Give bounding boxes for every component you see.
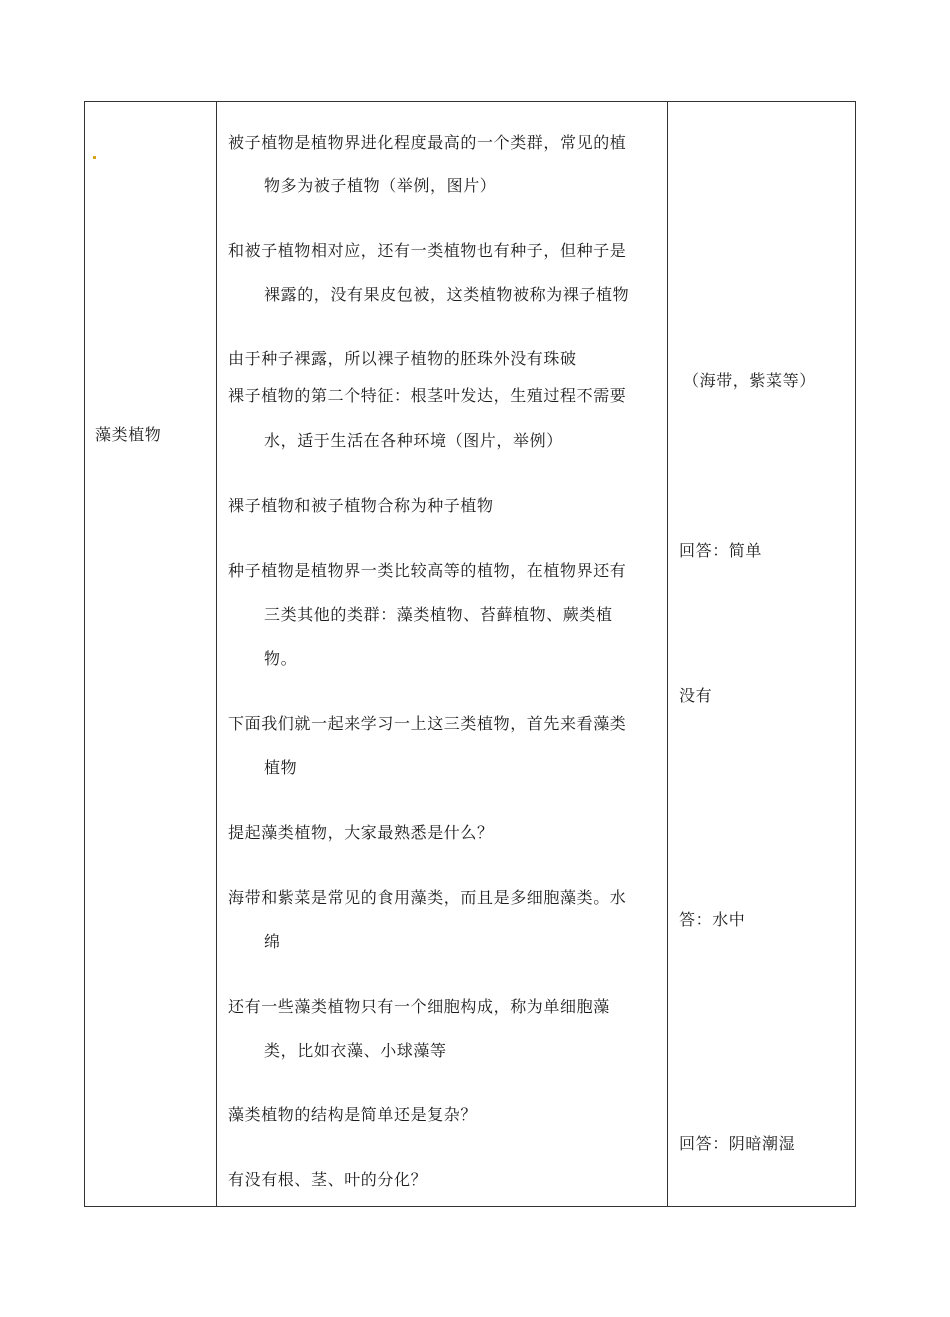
content-line: 裸露的，没有果皮包被，这类植物被称为裸子植物 [264, 285, 630, 304]
content-line: 和被子植物相对应，还有一类植物也有种子，但种子是 [228, 241, 627, 260]
content-line: 有没有根、茎、叶的分化？ [228, 1170, 428, 1189]
column-divider-1 [216, 102, 217, 1206]
content-line: 裸子植物的第二个特征：根茎叶发达，生殖过程不需要 [228, 386, 627, 405]
content-line: 绵 [264, 932, 281, 951]
content-line: 下面我们就一起来学习一上这三类植物，首先来看藻类 [228, 714, 627, 733]
content-line: 物多为被子植物（举例，图片） [264, 176, 497, 195]
content-line: 水，适于生活在各种环境（图片，举例） [264, 431, 563, 450]
lesson-table [84, 101, 856, 1207]
response-line: 回答：阴暗潮湿 [679, 1134, 796, 1153]
content-line: 裸子植物和被子植物合称为种子植物 [228, 496, 494, 515]
content-line: 植物 [264, 758, 298, 777]
content-line: 提起藻类植物，大家最熟悉是什么？ [228, 823, 494, 842]
response-line: 回答：简单 [679, 541, 763, 560]
content-line: 种子植物是植物界一类比较高等的植物，在植物界还有 [228, 561, 627, 580]
content-line: 被子植物是植物界进化程度最高的一个类群，常见的植 [228, 133, 627, 152]
content-line: 海带和紫菜是常见的食用藻类，而且是多细胞藻类。水 [228, 888, 627, 907]
content-line: 由于种子裸露，所以裸子植物的胚珠外没有珠破 [228, 349, 577, 368]
section-label: 藻类植物 [95, 425, 162, 444]
response-line: 答：水中 [679, 910, 746, 929]
marker-dot [93, 156, 96, 159]
content-line: 还有一些藻类植物只有一个细胞构成，称为单细胞藻 [228, 997, 610, 1016]
column-divider-2 [667, 102, 668, 1206]
content-line: 物。 [264, 649, 298, 668]
response-line: （海带，紫菜等） [683, 371, 816, 390]
content-line: 藻类植物的结构是简单还是复杂？ [228, 1105, 478, 1124]
content-line: 三类其他的类群：藻类植物、苔藓植物、蕨类植 [264, 605, 613, 624]
content-line: 类，比如衣藻、小球藻等 [264, 1041, 447, 1060]
response-line: 没有 [679, 686, 713, 705]
